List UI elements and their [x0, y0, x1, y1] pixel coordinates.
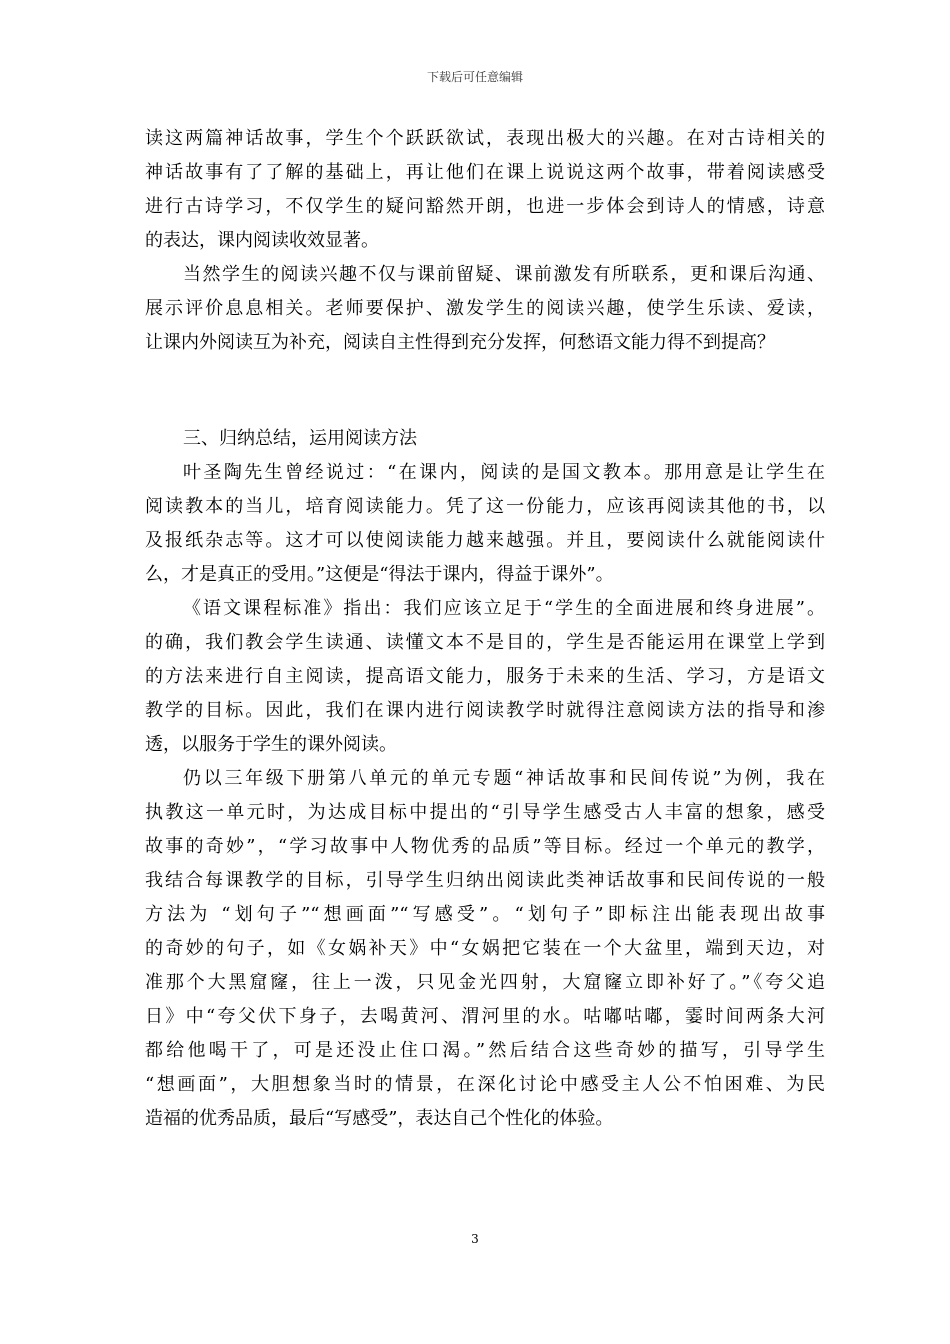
page-header: 下载后可任意编辑 [426, 70, 523, 84]
text-line: 的表达，课内阅读收效显著。 [145, 230, 379, 251]
text-line: 么，才是真正的受用。”这便是“得法于课内，得益于课外”。 [145, 564, 614, 585]
text-line: 当然学生的阅读兴趣不仅与课前留疑、课前激发有所联系，更和课后沟通、 [183, 264, 825, 285]
text-line: 《语文课程标准》指出：我们应该立足于“学生的全面进展和终身进展”。 [183, 598, 825, 619]
document-body-main [145, 422, 825, 1136]
text-line: 方法为 “划句子”“想画面”“写感受”。“划句子”即标注出能表现出故事 [145, 904, 825, 925]
text-line: 仍以三年级下册第八单元的单元专题“神话故事和民间传说”为例，我在 [183, 768, 825, 789]
section-heading: 三、归纳总结，运用阅读方法 [183, 428, 417, 449]
text-line: 进行古诗学习，不仅学生的疑问豁然开朗，也进一步体会到诗人的情感，诗意 [145, 196, 825, 217]
text-line: 造福的优秀品质，最后“写感受”，表达自己个性化的体验。 [145, 1108, 614, 1129]
text-line: 的奇妙的句子，如《女娲补天》中“女娲把它装在一个大盆里，端到天边，对 [145, 938, 825, 959]
text-line: 透，以服务于学生的课外阅读。 [145, 734, 397, 755]
text-line: “想画面”，大胆想象当时的情景，在深化讨论中感受主人公不怕困难、为民 [145, 1074, 825, 1095]
text-line: 的确，我们教会学生读通、读懂文本不是目的，学生是否能运用在课堂上学到 [145, 632, 825, 653]
text-line: 阅读教本的当儿，培育阅读能力。凭了这一份能力，应该再阅读其他的书，以 [145, 496, 825, 517]
text-line: 准那个大黑窟窿，往上一泼，只见金光四射，大窟窿立即补好了。”《夸父追 [145, 972, 825, 993]
text-line: 我结合每课教学的目标，引导学生归纳出阅读此类神话故事和民间传说的一般 [145, 870, 825, 891]
text-line: 都给他喝干了，可是还没止住口渴。”然后结合这些奇妙的描写，引导学生 [145, 1040, 825, 1061]
text-line: 读这两篇神话故事，学生个个跃跃欲试，表现出极大的兴趣。在对古诗相关的 [145, 128, 825, 149]
document-body-top [145, 122, 825, 360]
text-line: 叶圣陶先生曾经说过：“在课内，阅读的是国文教本。那用意是让学生在 [183, 462, 825, 483]
text-line: 的方法来进行自主阅读，提高语文能力，服务于未来的生活、学习，方是语文 [145, 666, 825, 687]
text-line: 日》中“夸父伏下身子，去喝黄河、渭河里的水。咕嘟咕嘟，霎时间两条大河 [145, 1006, 825, 1027]
text-line: 展示评价息息相关。老师要保护、激发学生的阅读兴趣，使学生乐读、爱读， [145, 298, 825, 319]
text-line: 让课内外阅读互为补充，阅读自主性得到充分发挥，何愁语文能力得不到提高？ [145, 332, 775, 353]
page-number: 3 [471, 1232, 479, 1246]
text-line: 故事的奇妙”，“学习故事中人物优秀的品质”等目标。经过一个单元的教学， [145, 836, 825, 857]
text-line: 及报纸杂志等。这才可以使阅读能力越来越强。并且，要阅读什么就能阅读什 [145, 530, 825, 551]
text-line: 教学的目标。因此，我们在课内进行阅读教学时就得注意阅读方法的指导和渗 [145, 700, 825, 721]
text-line: 执教这一单元时，为达成目标中提出的“引导学生感受古人丰富的想象，感受 [145, 802, 825, 823]
text-line: 神话故事有了了解的基础上，再让他们在课上说说这两个故事，带着阅读感受 [145, 162, 825, 183]
